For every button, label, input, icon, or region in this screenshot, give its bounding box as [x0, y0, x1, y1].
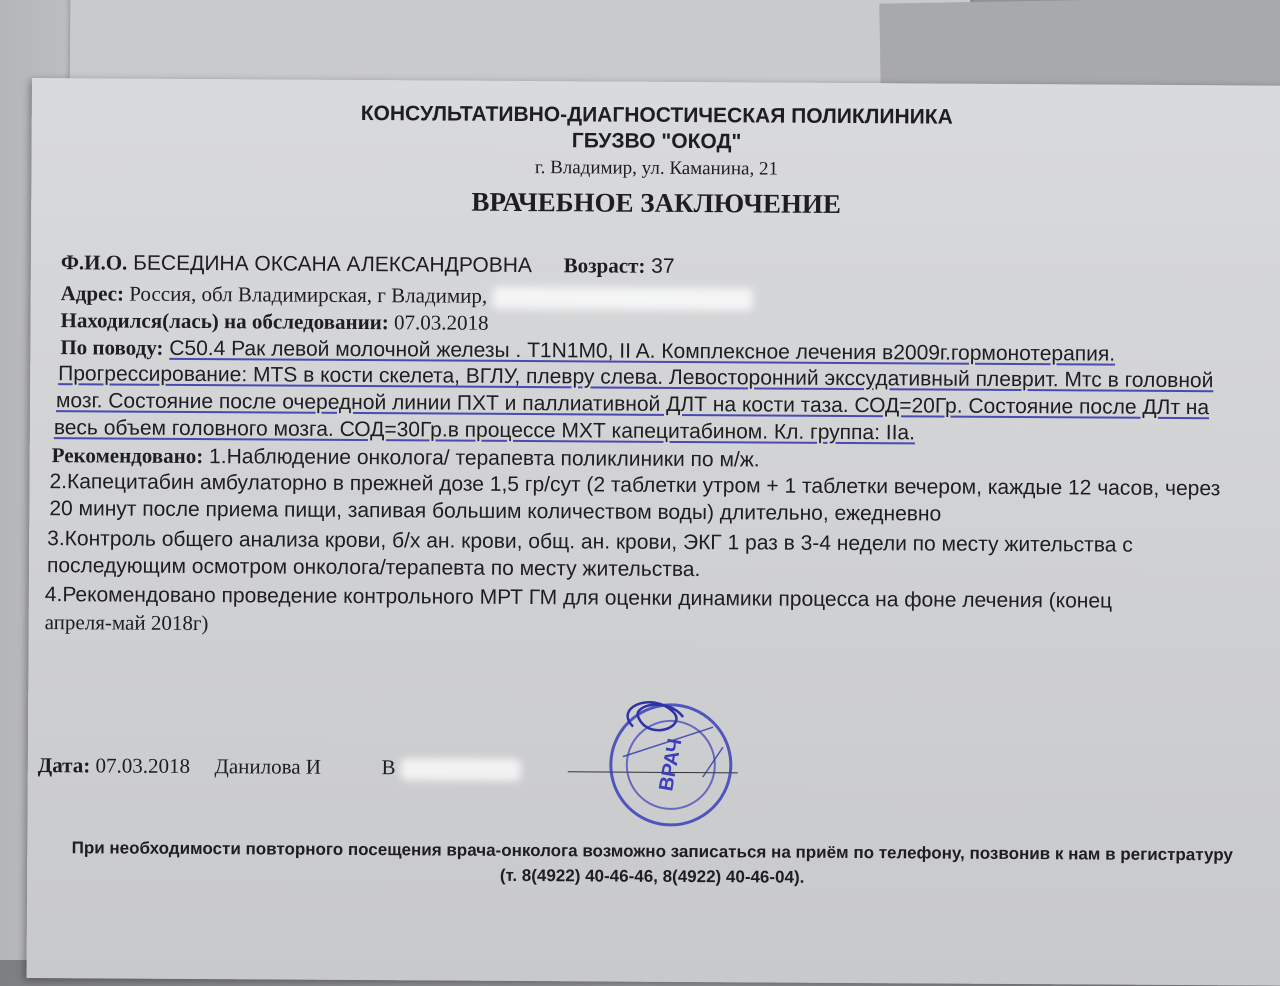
recommendation-line-5: последующим осмотром онколога/терапевта по месту жительства. — [46, 554, 701, 582]
recommendation-line-3: 20 минут после приема пищи, запивая большим количеством воды) длительно, ежедневно — [49, 497, 942, 526]
footer-note: При необходимости повторного посещения врача-онколога возможно записаться на приём по телефону, позвонив к нам в регистратуру — [71, 838, 1233, 865]
document-title: ВРАЧЕБНОЕ ЗАКЛЮЧЕНИЕ — [471, 186, 842, 219]
doctor-name-suffix: В — [381, 755, 396, 780]
recommendation-line-1 — [52, 443, 760, 472]
clinic-address: г. Владимир, ул. Каманина, 21 — [534, 157, 779, 180]
recommendations-label: Рекомендовано: — [51, 443, 204, 469]
date-label: Дата: — [37, 753, 91, 778]
redacted-address — [492, 287, 752, 311]
stamp-text: ВРАЧ — [655, 736, 687, 793]
medical-report-document — [27, 78, 1280, 986]
patient-age: 37 — [651, 254, 675, 278]
reason-label: По поводу: — [60, 335, 164, 360]
age-label: Возраст: — [563, 253, 646, 278]
fio-label: Ф.И.О. — [60, 250, 128, 275]
patient-address: Россия, обл Владимирская, г Владимир, — [129, 281, 488, 308]
footer-phones: (т. 8(4922) 40-46-46, 8(4922) 40-46-04). — [499, 865, 805, 887]
doctor-stamp — [592, 686, 743, 837]
background-sheet-right — [879, 0, 1280, 94]
reason-line-2: Прогрессирование: MTS в кости скелета, ВГЛУ, плевру слева. Левосторонний экссудативный плеврит. Мтс в головной — [58, 362, 1214, 393]
recommendation-line-2: 2.Капецитабин амбулаторно в прежней дозе 1,5 гр/сут (2 таблетки утром + 1 таблетки вечером, каждые 12 часов, через — [49, 470, 1221, 501]
reason-line-1 — [60, 335, 1115, 366]
redacted-doctor-name — [401, 758, 521, 781]
recommendation-line-7: апреля-май 2018г) — [44, 610, 209, 636]
organization-name: ГБУЗВО "ОКОД" — [571, 129, 742, 154]
exam-label: Находился(лась) на обследовании: — [60, 308, 389, 335]
clinic-name: КОНСУЛЬТАТИВНО-ДИАГНОСТИЧЕСКАЯ ПОЛИКЛИНИКА — [360, 102, 953, 129]
exam-row — [60, 308, 488, 336]
address-row — [61, 281, 753, 310]
doctor-name: Данилова И — [214, 754, 322, 779]
signature-date: 07.03.2018 — [95, 753, 191, 778]
recommendation-1: 1.Наблюдение онколога/ терапевта поликлиники по м/ж. — [209, 445, 760, 472]
reason-line-3: мозг. Состояние после очередной линии ПХТ и паллиативной ДЛТ на кости таза. СОД=20Гр. Состояние после ДЛт на — [55, 389, 1210, 420]
exam-date: 07.03.2018 — [393, 310, 489, 335]
signature-row — [38, 753, 521, 781]
patient-name-row — [61, 250, 675, 279]
patient-name: БЕСЕДИНА ОКСАНА АЛЕКСАНДРОВНА — [133, 251, 532, 278]
address-label: Адрес: — [60, 281, 125, 306]
reason-text-1: C50.4 Рак левой молочной железы . T1N1M0, II A. Комплексное лечения в2009г.гормонотерапия. — [169, 336, 1116, 366]
reason-line-4: весь объем головного мозга. СОД=30Гр.в процессе МХТ капецитабином. Кл. группа: IIа. — [53, 416, 916, 445]
recommendation-line-4: 3.Контроль общего анализа крови, б/х ан. крови, общ. ан. крови, ЭКГ 1 раз в 3-4 недели по месту жительства с — [47, 527, 1133, 557]
recommendation-line-6: 4.Рекомендовано проведение контрольного МРТ ГМ для оценки динамики процесса на фоне лечения (конец — [44, 583, 1113, 613]
